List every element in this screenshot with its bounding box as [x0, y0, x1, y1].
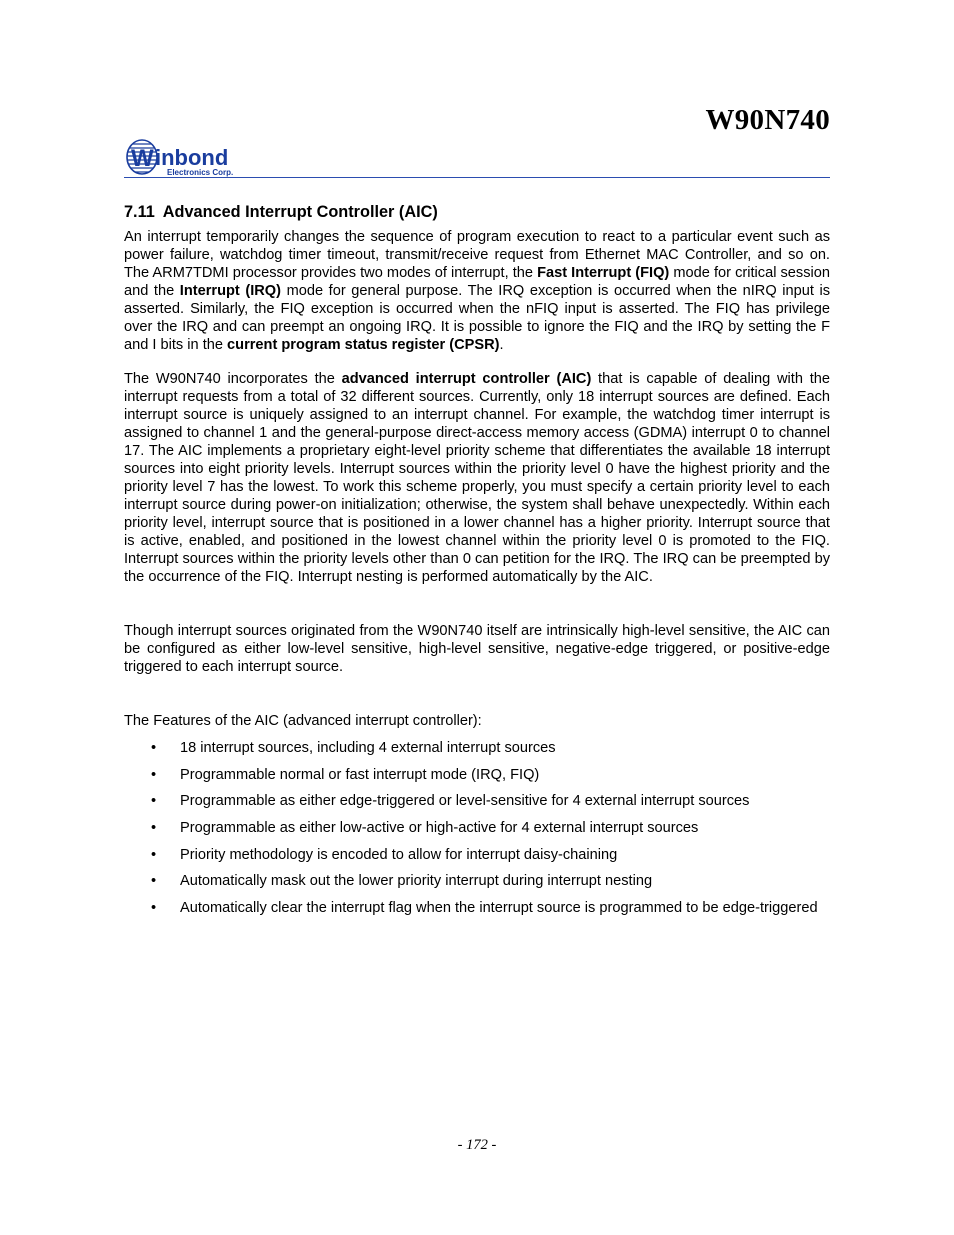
list-item-text: Programmable as either edge-triggered or level-sensitive for 4 external interrupt sources	[180, 793, 750, 810]
text-run: mode for general purpose. The IRQ exception is occurred when the nIRQ input is asserted. Similarly, the FIQ exception is occurred when the nFIQ input is asserted. The FIQ has privilege over the IRQ and can preempt an ongoing IRQ. It is possible to ignore the FIQ and the IRQ by setting the F and I bits in the	[124, 283, 831, 353]
list-item	[124, 872, 830, 890]
list-item-text: Automatically clear the interrupt flag when the interrupt source is programmed to be edge-triggered	[180, 900, 818, 917]
list-item-text: Priority methodology is encoded to allow for interrupt daisy-chaining	[180, 846, 618, 863]
list-item	[124, 739, 830, 757]
logo-letter: W	[131, 145, 154, 172]
bold-term-aic: advanced interrupt controller (AIC)	[341, 371, 592, 387]
features-intro: The Features of the AIC (advanced interrupt controller):	[124, 713, 482, 729]
page-title: W90N740	[705, 104, 830, 136]
list-item	[124, 766, 830, 784]
text-run: An interrupt temporarily changes the sequence of program execution to react to a particular event such as power failure, watchdog timer timeout, transmit/receive request from Ethernet MAC Controller, and so on. The ARM7TDMI processor provides two modes of interrupt, the	[124, 229, 830, 281]
page-number: - 172 -	[457, 1137, 497, 1153]
list-item-text: Automatically mask out the lower priority interrupt during interrupt nesting	[180, 873, 653, 890]
section-title: Advanced Interrupt Controller (AIC)	[162, 203, 438, 221]
text-run: .	[499, 337, 504, 353]
bold-term-cpsr: current program status register (CPSR)	[227, 337, 500, 353]
header-divider	[124, 177, 830, 178]
bold-term-irq: Interrupt (IRQ)	[179, 283, 282, 299]
intro-paragraph	[124, 228, 830, 354]
features-list	[124, 739, 830, 917]
bullet-icon: •	[151, 793, 157, 810]
section-number: 7.11	[124, 203, 155, 221]
list-item-text: 18 interrupt sources, including 4 external interrupt sources	[180, 740, 556, 756]
winbond-logo	[125, 138, 255, 178]
bullet-icon: •	[151, 900, 157, 917]
list-item	[124, 819, 830, 837]
text-run: The W90N740 incorporates the	[124, 371, 342, 387]
winbond-logo-mark	[125, 138, 255, 178]
logo-subtext: Electronics Corp.	[167, 168, 234, 177]
list-item	[124, 792, 830, 810]
list-item	[124, 899, 830, 917]
aic-description-paragraph	[124, 370, 830, 586]
text-run: mode for critical session and the	[124, 265, 830, 299]
bullet-icon: •	[151, 873, 157, 890]
list-item-text: Programmable as either low-active or high-active for 4 external interrupt sources	[180, 820, 699, 837]
text-run: that is capable of dealing with the interrupt requests from a total of 32 different sources. Currently, only 18 interrupt sources are defined. Each interrupt source is uniquely assigned to an interrupt channel. For example, the watchdog timer interrupt is assigned to channel 1 and the general-purpose direct-access memory access (GDMA) interrupt 0 to channel 17. The AIC implements a proprietary eight-level priority scheme that differentiates the available 18 interrupt sources into eight priority levels. Interrupt sources within the priority level 0 have the highest priority and the priority level 7 has the lowest. To work this scheme properly, you must specify a certain priority level to each interrupt source during power-on initialization; otherwise, the system shall behave unexpectedly. Within each priority level, interrupt source that is positioned in a lower channel has a higher priority. Interrupt source that is active, enabled, and positioned in the lowest channel within the priority level 0 is promoted to the FIQ. Interrupt sources within the priority levels other than 0 can petition for the IRQ. The IRQ can be preempted by the occurrence of the FIQ. Interrupt nesting is performed automatically by the AIC.	[124, 371, 830, 585]
list-item-text: Programmable normal or fast interrupt mode (IRQ, FIQ)	[180, 766, 540, 783]
logo-wordmark: inbond	[155, 145, 229, 170]
bullet-icon: •	[151, 820, 157, 837]
bullet-icon: •	[151, 846, 157, 863]
bullet-icon: •	[151, 766, 157, 783]
list-item	[124, 846, 830, 864]
bullet-icon: •	[151, 740, 157, 756]
sensitivity-paragraph: Though interrupt sources originated from the W90N740 itself are intrinsically high-level sensitive, the AIC can be configured as either low-level sensitive, high-level sensitive, negative-edge triggered, or positive-edge triggered to each interrupt source.	[124, 623, 830, 675]
bold-term-fiq: Fast Interrupt (FIQ)	[537, 265, 670, 281]
document-body	[124, 202, 830, 926]
section-heading	[124, 202, 830, 222]
